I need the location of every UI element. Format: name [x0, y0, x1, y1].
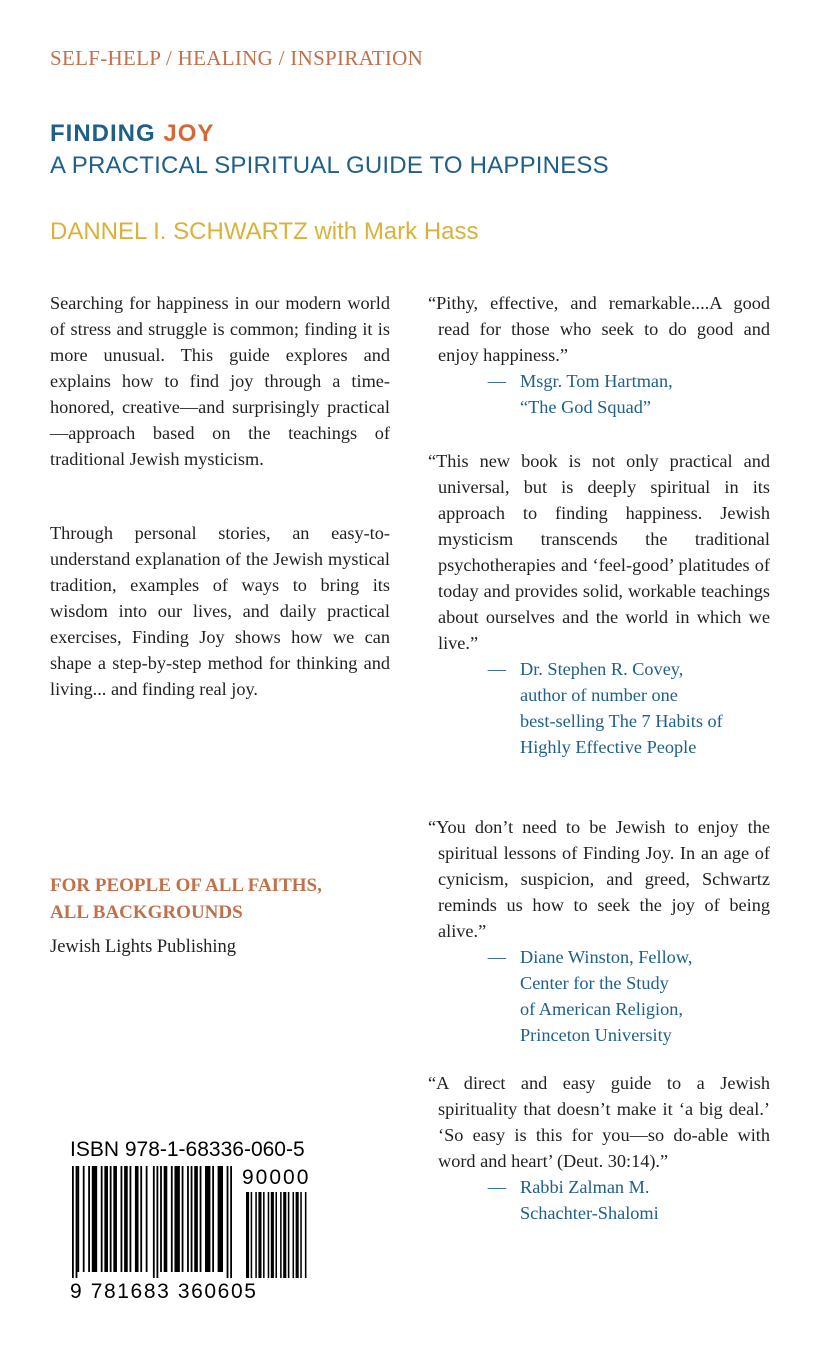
tagline: [50, 872, 322, 926]
barcode-bar: [251, 1192, 253, 1278]
barcode-bar: [182, 1166, 184, 1272]
barcode-bar: [227, 1166, 229, 1278]
endorsement-text: “Pithy, effective, and remarkable....A good read for those who seek to do good and enjoy happiness.”: [428, 293, 770, 365]
endorsement-3: [428, 814, 770, 1048]
description-text-2: Through personal stories, an easy-to-understand explanation of the Jewish mystical tradition, examples of ways to bring its wisdom into our lives, and daily practical exercises, Finding Joy shows how we can shape a step-by-step method for thinking and living... and finding real joy.: [50, 523, 390, 699]
barcode-bar: [101, 1166, 103, 1272]
endorsement-attribution: [428, 1174, 770, 1226]
barcode-bar: [268, 1192, 270, 1278]
barcode-bar: [258, 1192, 261, 1278]
barcode-bar: [77, 1166, 79, 1272]
barcode-bar: [146, 1166, 148, 1272]
endorsement-4: [428, 1070, 770, 1226]
description-text-1: Searching for happiness in our modern world of stress and struggle is common; finding it is more unusual. This guide explores and explains how to find joy through a time-honored, creative—and surprisingly practical—approach based on the teachings of traditional Jewish mysticism.: [50, 293, 390, 469]
barcode-bar: [191, 1166, 193, 1272]
barcode-bar: [153, 1166, 155, 1278]
barcode-bar: [293, 1192, 295, 1278]
endorsement-text: “A direct and easy guide to a Jewish spirituality that doesn’t make it ‘a big deal.’ ‘So easy is this for you—so do-able with word and heart’ (Deut. 30:14).”: [428, 1073, 770, 1171]
isbn-label: ISBN 978-1-68336-060-5: [70, 1138, 305, 1161]
tagline-line-1: FOR PEOPLE OF ALL FAITHS,: [50, 875, 322, 896]
barcode-bar: [113, 1166, 117, 1272]
barcode-bar: [296, 1192, 299, 1278]
barcode-bar: [104, 1166, 108, 1272]
attribution-line: Diane Winston, Fellow,: [520, 947, 693, 967]
price-code: 90000: [242, 1166, 311, 1189]
endorsement-1: [428, 290, 770, 420]
barcode-bar: [280, 1192, 282, 1278]
barcode-bar: [300, 1192, 302, 1278]
barcode-bar: [230, 1166, 232, 1278]
description-paragraph-2: [50, 520, 390, 702]
endorsement-text: “You don’t need to be Jewish to enjoy the spiritual lessons of Finding Joy. In an age of cynicism, suspicion, and greed, Schwartz reminds us how to seek the joy of being alive.”: [428, 817, 770, 941]
attribution-line: Highly Effective People: [520, 737, 697, 757]
attribution-line: Schachter-Shalomi: [520, 1203, 659, 1223]
barcode-bar: [72, 1166, 74, 1278]
book-subtitle: A PRACTICAL SPIRITUAL GUIDE TO HAPPINESS: [50, 152, 609, 179]
attribution-line: author of number one: [520, 685, 678, 705]
attribution-line: Rabbi Zalman M.: [520, 1177, 650, 1197]
barcode-bar: [110, 1166, 112, 1272]
barcode-bar: [255, 1192, 257, 1278]
book-title: [50, 120, 214, 148]
attribution-dash: —: [487, 947, 506, 967]
barcode-bar: [194, 1166, 198, 1272]
barcode-bar: [212, 1166, 214, 1272]
barcode-bar: [271, 1192, 274, 1278]
category-line: SELF-HELP / HEALING / INSPIRATION: [50, 46, 424, 70]
barcode-bar: [164, 1166, 168, 1272]
tagline-line-2: ALL BACKGROUNDS: [50, 902, 243, 923]
barcode-bar: [305, 1192, 307, 1278]
barcode-bar: [160, 1166, 162, 1272]
endorsement-text: “This new book is not only practical and universal, but is deeply spiritual in its approach to finding happiness. Jewish mysticism transcends the traditional psychotherapies and ‘feel-good’ platitudes of today and provides solid, workable teachings about ourselves and the world in which we live.”: [428, 451, 770, 653]
barcode-bar: [263, 1192, 265, 1278]
barcode-bar: [275, 1192, 277, 1278]
attribution-line: Center for the Study: [520, 973, 669, 993]
title-part-finding: FINDING: [50, 120, 156, 147]
publisher-name: Jewish Lights Publishing: [50, 937, 237, 957]
attribution-line: “The God Squad”: [520, 397, 651, 417]
attribution-line: Dr. Stephen R. Covey,: [520, 659, 684, 679]
title-part-joy: JOY: [163, 120, 215, 147]
barcode-bar: [288, 1192, 290, 1278]
description-paragraph-1: [50, 290, 390, 472]
endorsement-attribution: [428, 368, 770, 420]
barcode-bar: [76, 1166, 78, 1278]
attribution-dash: —: [487, 371, 506, 391]
barcode-bar: [200, 1166, 202, 1272]
barcode-bar: [92, 1166, 97, 1272]
book-author: DANNEL I. SCHWARTZ with Mark Hass: [50, 218, 479, 245]
attribution-line: best-selling The 7 Habits of: [520, 711, 723, 731]
barcode-bar: [121, 1166, 123, 1272]
endorsement-attribution: [428, 656, 770, 760]
barcode-bar: [246, 1192, 249, 1278]
endorsement-attribution: [428, 944, 770, 1048]
barcode-bar: [283, 1192, 286, 1278]
barcode-bar: [174, 1166, 179, 1272]
barcode-bar: [171, 1166, 173, 1272]
barcode-bar: [218, 1166, 223, 1272]
endorsement-2: [428, 448, 770, 760]
attribution-dash: —: [487, 1177, 506, 1197]
barcode-bar: [88, 1166, 90, 1272]
barcode-bar: [205, 1166, 210, 1272]
barcode-bar: [135, 1166, 139, 1272]
attribution-line: of American Religion,: [520, 999, 683, 1019]
barcode-bar: [130, 1166, 132, 1272]
barcode-bar: [140, 1166, 142, 1272]
barcode-bar: [124, 1166, 128, 1272]
attribution-line: Msgr. Tom Hartman,: [520, 371, 673, 391]
attribution-line: Princeton University: [520, 1025, 672, 1045]
attribution-dash: —: [487, 659, 506, 679]
barcode-digits: 9 781683 360605: [70, 1280, 258, 1303]
barcode-bar: [156, 1166, 158, 1278]
barcode-bar: [83, 1166, 85, 1272]
barcode-bar: [187, 1166, 189, 1272]
